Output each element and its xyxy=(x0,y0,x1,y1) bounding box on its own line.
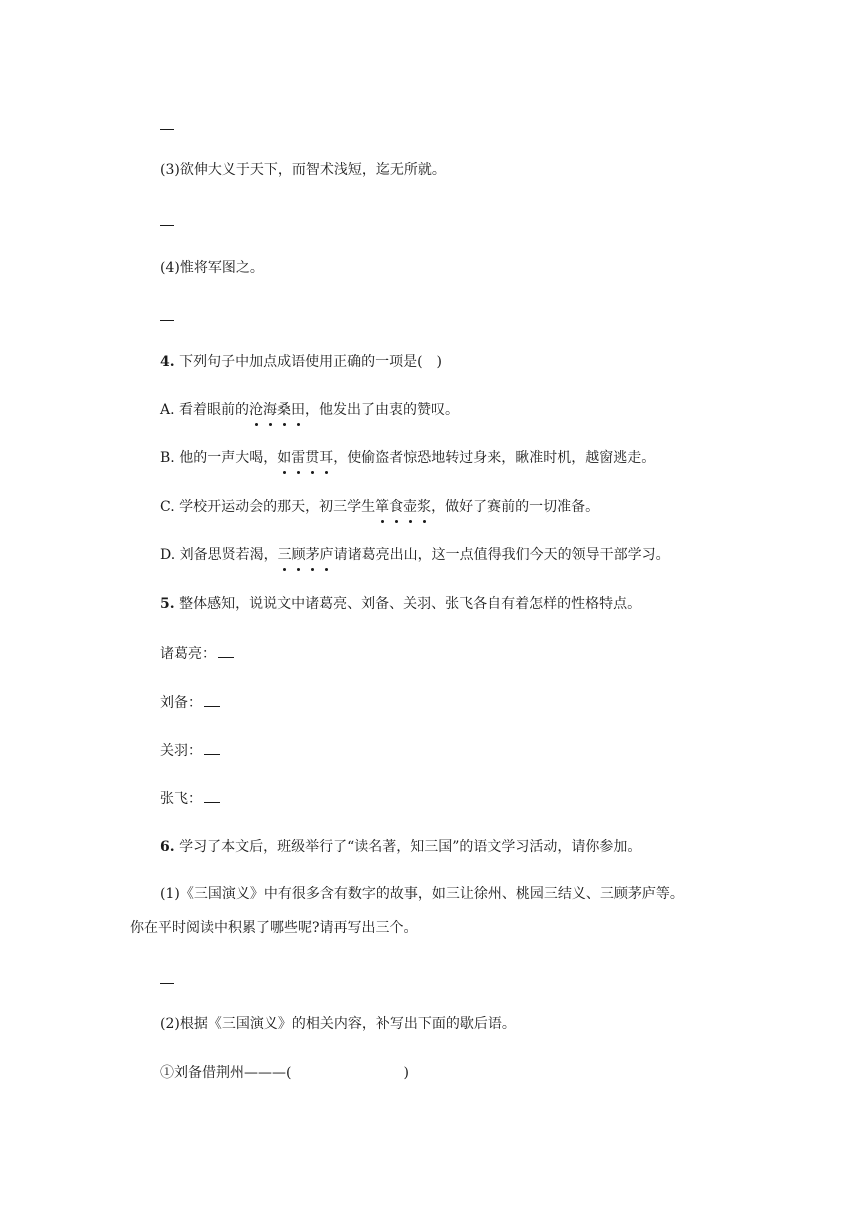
option-a-idiom xyxy=(249,402,305,418)
question-4-paren-close: ) xyxy=(436,354,443,370)
option-c-post: ，做好了赛前的一切准备。 xyxy=(431,499,600,515)
question-5-number: 5. xyxy=(160,596,175,612)
question-6-1-line-1: (1)《三国演义》中有很多含有数字的故事，如三让徐州、桃园三结义、三顾茅庐等。 xyxy=(160,886,684,902)
idiom-char: 海 xyxy=(263,402,278,418)
label-liu-bei: 刘备： xyxy=(160,695,202,711)
answer-guan-yu xyxy=(160,740,220,761)
label-zhuge-liang: 诸葛亮： xyxy=(160,646,216,662)
idiom-char: 雷 xyxy=(291,450,306,466)
idiom-char: 茅 xyxy=(305,547,320,563)
question-5-stem xyxy=(160,594,641,614)
idiom-char: 贯 xyxy=(305,450,320,466)
option-c-idiom xyxy=(375,499,431,515)
option-b-post: ，使偷盗者惊恐地转过身来，瞅准时机，越窗逃走。 xyxy=(333,450,656,466)
option-a[interactable] xyxy=(160,400,459,420)
option-c[interactable] xyxy=(160,497,599,517)
answer-blank-q6-1[interactable] xyxy=(160,983,174,984)
question-6-2-item-1-pre: ①刘备借荆州———( xyxy=(160,1065,292,1081)
idiom-char: 壶 xyxy=(403,499,418,515)
option-a-post: ，他发出了由衷的赞叹。 xyxy=(305,402,460,418)
answer-liu-bei xyxy=(160,692,220,713)
answer-blank-zhang-fei[interactable] xyxy=(204,788,220,803)
option-d-pre: D. 刘备思贤若渴， xyxy=(160,547,278,563)
question-6-stem xyxy=(160,837,641,857)
answer-zhang-fei xyxy=(160,788,220,809)
idiom-char: 箪 xyxy=(375,499,390,515)
question-6-number: 6. xyxy=(160,839,175,855)
idiom-char: 耳 xyxy=(319,450,334,466)
answer-blank-guan-yu[interactable] xyxy=(204,740,220,755)
label-zhang-fei: 张飞： xyxy=(160,791,202,807)
idiom-char: 浆 xyxy=(417,499,432,515)
option-d-post: 请诸葛亮出山，这一点值得我们今天的领导干部学习。 xyxy=(333,547,670,563)
idiom-char: 三 xyxy=(277,547,292,563)
q3-item-4: (4)惟将军图之。 xyxy=(160,260,264,276)
question-5-text: 整体感知，说说文中诸葛亮、刘备、关羽、张飞各自有着怎样的性格特点。 xyxy=(179,596,642,612)
option-b-idiom xyxy=(277,450,333,466)
q3-item-3: (3)欲伸大义于天下，而智术浅短，迄无所就。 xyxy=(160,162,446,178)
idiom-char: 田 xyxy=(291,402,306,418)
option-b[interactable] xyxy=(160,448,655,468)
option-d[interactable] xyxy=(160,545,670,565)
option-a-pre: A. 看着眼前的 xyxy=(160,402,250,418)
answer-zhuge-liang xyxy=(160,643,234,664)
question-4-text: 下列句子中加点成语使用正确的一项是( xyxy=(179,354,423,370)
answer-blank-liu-bei[interactable] xyxy=(204,692,220,707)
option-b-pre: B. 他的一声大喝， xyxy=(160,450,278,466)
question-6-2-item-1 xyxy=(160,1063,409,1083)
answer-blank-zhuge-liang[interactable] xyxy=(218,643,234,658)
idiom-char: 如 xyxy=(277,450,292,466)
question-4-stem xyxy=(160,352,442,372)
question-6-1-line-2: 你在平时阅读中积累了哪些呢?请再写出三个。 xyxy=(130,920,418,936)
idiom-char: 食 xyxy=(389,499,404,515)
idiom-char: 桑 xyxy=(277,402,292,418)
option-c-pre: C. 学校开运动会的那天，初三学生 xyxy=(160,499,376,515)
answer-blank-q3-2[interactable] xyxy=(160,129,174,130)
question-6-text: 学习了本文后，班级举行了“读名著，知三国”的语文学习活动，请你参加。 xyxy=(179,839,642,855)
option-d-idiom xyxy=(278,547,334,563)
question-6-2: (2)根据《三国演义》的相关内容，补写出下面的歇后语。 xyxy=(160,1016,516,1032)
question-4-number: 4. xyxy=(160,354,175,370)
answer-blank-q3-3[interactable] xyxy=(160,225,174,226)
question-6-2-item-1-post: ) xyxy=(403,1065,409,1081)
answer-blank-q3-4[interactable] xyxy=(160,320,174,321)
idiom-char: 沧 xyxy=(249,402,264,418)
label-guan-yu: 关羽： xyxy=(160,743,202,759)
idiom-char: 庐 xyxy=(319,547,334,563)
idiom-char: 顾 xyxy=(291,547,306,563)
